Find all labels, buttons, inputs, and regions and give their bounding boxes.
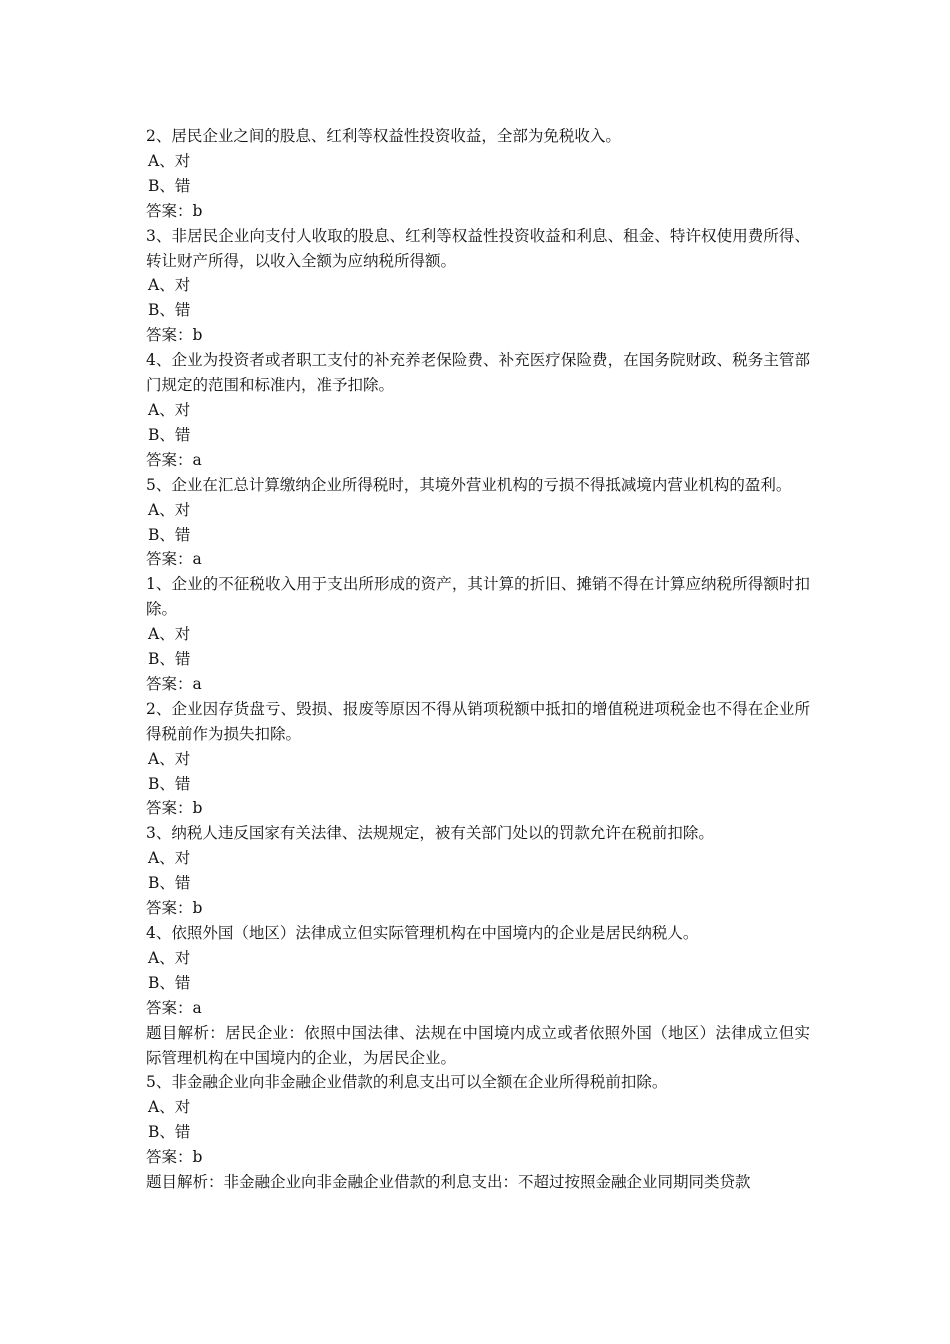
option-b: B、错 xyxy=(148,874,191,893)
option-a: A、对 xyxy=(148,625,191,644)
option-a: A、对 xyxy=(148,849,191,868)
question-block xyxy=(146,572,810,697)
option-b: B、错 xyxy=(148,425,191,444)
option-b: B、错 xyxy=(148,973,191,992)
question-block xyxy=(146,921,810,1070)
question-block xyxy=(146,1070,810,1195)
answer-text: 答案：a xyxy=(146,998,202,1017)
option-b: B、错 xyxy=(148,650,191,669)
option-a: A、对 xyxy=(148,151,191,170)
question-text: 2、企业因存货盘亏、毁损、报废等原因不得从销项税额中抵扣的增值税进项税金也不得在企业所得税前作为损失扣除。 xyxy=(146,699,810,743)
question-text: 3、纳税人违反国家有关法律、法规规定，被有关部门处以的罚款允许在税前扣除。 xyxy=(146,824,714,843)
document-body xyxy=(146,124,810,1195)
answer-text: 答案：b xyxy=(146,1148,203,1167)
option-b: B、错 xyxy=(148,176,191,195)
question-text: 5、非金融企业向非金融企业借款的利息支出可以全额在企业所得税前扣除。 xyxy=(146,1073,668,1092)
question-block xyxy=(146,473,810,573)
analysis-text: 题目解析：非金融企业向非金融企业借款的利息支出：不超过按照金融企业同期同类贷款 xyxy=(146,1173,751,1192)
question-text: 2、居民企业之间的股息、红利等权益性投资收益，全部为免税收入。 xyxy=(146,127,621,145)
question-text: 5、企业在汇总计算缴纳企业所得税时，其境外营业机构的亏损不得抵减境内营业机构的盈利。 xyxy=(146,475,792,494)
option-a: A、对 xyxy=(148,276,191,295)
answer-text: 答案：a xyxy=(146,450,202,469)
answer-text: 答案：a xyxy=(146,674,202,693)
question-text: 1、企业的不征税收入用于支出所形成的资产，其计算的折旧、摊销不得在计算应纳税所得额时扣除。 xyxy=(146,575,810,619)
option-a: A、对 xyxy=(148,500,191,519)
question-block xyxy=(146,124,810,224)
question-text: 4、企业为投资者或者职工支付的补充养老保险费、补充医疗保险费，在国务院财政、税务主管部门规定的范围和标准内，准予扣除。 xyxy=(146,351,810,395)
answer-text: 答案：a xyxy=(146,550,202,569)
question-text: 4、依照外国（地区）法律成立但实际管理机构在中国境内的企业是居民纳税人。 xyxy=(146,924,699,942)
question-block xyxy=(146,224,810,349)
question-block xyxy=(146,821,810,921)
option-b: B、错 xyxy=(148,525,191,544)
question-block xyxy=(146,348,810,473)
option-a: A、对 xyxy=(148,948,191,967)
answer-text: 答案：b xyxy=(146,799,203,818)
question-block xyxy=(146,697,810,822)
option-a: A、对 xyxy=(148,1098,191,1117)
option-b: B、错 xyxy=(148,301,191,320)
question-text: 3、非居民企业向支付人收取的股息、红利等权益性投资收益和利息、租金、特许权使用费所得、转让财产所得，以收入全额为应纳税所得额。 xyxy=(146,226,810,270)
option-b: B、错 xyxy=(148,774,191,793)
answer-text: 答案：b xyxy=(146,201,203,220)
answer-text: 答案：b xyxy=(146,326,203,345)
answer-text: 答案：b xyxy=(146,899,203,918)
analysis-text: 题目解析：居民企业：依照中国法律、法规在中国境内成立或者依照外国（地区）法律成立但实际管理机构在中国境内的企业，为居民企业。 xyxy=(146,1023,810,1067)
option-a: A、对 xyxy=(148,749,191,768)
option-b: B、错 xyxy=(148,1123,191,1142)
option-a: A、对 xyxy=(148,400,191,419)
